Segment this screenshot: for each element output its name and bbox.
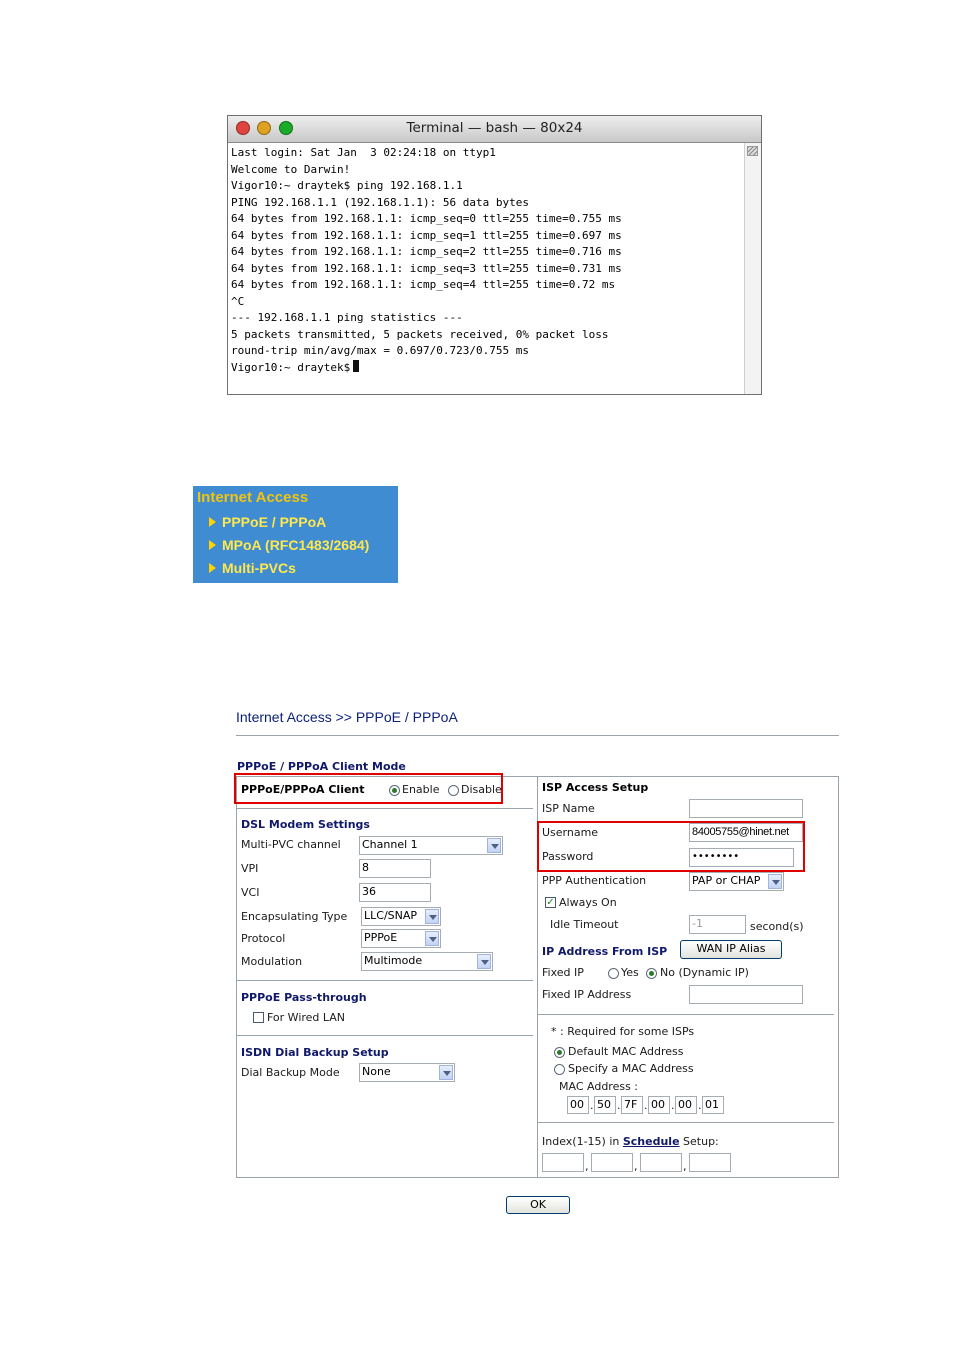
terminal-line: Welcome to Darwin! (231, 162, 351, 176)
terminal-output[interactable] (228, 143, 744, 394)
specify-mac-label: Specify a MAC Address (568, 1062, 694, 1075)
chevron-down-icon (477, 954, 491, 969)
fixed-ip-no-label: No (Dynamic IP) (660, 966, 749, 979)
mac-octet-input[interactable]: 00 (567, 1096, 589, 1114)
encap-select[interactable] (361, 907, 441, 926)
mac-address-label: MAC Address : (559, 1080, 639, 1093)
vpi-input[interactable]: 8 (359, 859, 431, 878)
wired-lan-label: For Wired LAN (267, 1011, 346, 1024)
wan-ip-alias-button[interactable]: WAN IP Alias (680, 940, 782, 959)
fixed-ip-address-label: Fixed IP Address (542, 988, 632, 1001)
password-input[interactable]: •••••••• (689, 848, 794, 867)
client-label: PPPoE/PPPoA Client (241, 783, 365, 796)
terminal-line: ^C (231, 294, 245, 308)
terminal-titlebar (228, 116, 761, 143)
schedule-index-input[interactable] (591, 1153, 633, 1172)
ip-from-isp-title: IP Address From ISP (542, 945, 668, 958)
schedule-index-input[interactable] (640, 1153, 682, 1172)
schedule-index-input[interactable] (542, 1153, 584, 1172)
mac-octet-input[interactable]: 00 (675, 1096, 697, 1114)
encap-label: Encapsulating Type (241, 910, 348, 923)
divider (538, 1122, 834, 1123)
idle-timeout-label: Idle Timeout (550, 918, 619, 931)
always-on-checkbox[interactable]: ✓ (546, 897, 555, 908)
divider (237, 980, 533, 981)
arrow-right-icon (209, 563, 216, 573)
divider (236, 735, 839, 736)
menu-item-label: PPPoE / PPPoA (222, 514, 327, 530)
menu-item-multi-pvcs[interactable] (209, 560, 296, 576)
isp-name-label: ISP Name (542, 802, 595, 815)
arrow-right-icon (209, 540, 216, 550)
modulation-select[interactable] (361, 952, 493, 971)
mac-note: * : Required for some ISPs (551, 1025, 695, 1038)
terminal-line: Last login: Sat Jan 3 02:24:18 on ttyp1 (231, 146, 496, 159)
terminal-line: round-trip min/avg/max = 0.697/0.723/0.755 ms (231, 344, 530, 357)
terminal-line: 64 bytes from 192.168.1.1: icmp_seq=0 ttl=255 time=0.755 ms (231, 212, 622, 225)
dial-backup-select[interactable] (359, 1063, 455, 1082)
schedule-prefix: Index(1-15) in (542, 1135, 620, 1148)
chevron-down-icon (487, 838, 501, 853)
fixed-ip-yes-label: Yes (621, 966, 639, 979)
mac-octet-input[interactable]: 00 (648, 1096, 670, 1114)
vci-input[interactable]: 36 (359, 883, 431, 902)
dial-backup-value: None (362, 1065, 391, 1078)
schedule-suffix: Setup: (683, 1135, 719, 1148)
mac-separator: . (617, 1099, 621, 1112)
divider (237, 1035, 533, 1036)
schedule-separator: , (683, 1160, 687, 1173)
mac-separator: . (671, 1099, 675, 1112)
terminal-line: 5 packets transmitted, 5 packets received, 0% packet loss (231, 327, 609, 341)
default-mac-label: Default MAC Address (568, 1045, 684, 1058)
schedule-label (542, 1135, 719, 1148)
divider (538, 1014, 834, 1015)
protocol-label: Protocol (241, 932, 286, 945)
fixed-ip-no-radio[interactable] (646, 968, 657, 979)
modulation-value: Multimode (364, 954, 423, 967)
specify-mac-radio[interactable] (554, 1064, 565, 1075)
chevron-down-icon (425, 931, 439, 946)
auth-value: PAP or CHAP (692, 874, 761, 887)
isp-access-title: ISP Access Setup (542, 781, 649, 794)
protocol-select[interactable] (361, 929, 441, 948)
terminal-window (227, 115, 762, 395)
section-title: PPPoE / PPPoA Client Mode (237, 760, 406, 773)
chevron-down-icon (439, 1065, 453, 1080)
mac-separator: . (698, 1099, 702, 1112)
terminal-scrollbar[interactable] (744, 143, 761, 394)
terminal-line: 64 bytes from 192.168.1.1: icmp_seq=3 ttl=255 time=0.731 ms (231, 261, 622, 275)
username-label: Username (542, 826, 599, 839)
arrow-right-icon (209, 517, 216, 527)
schedule-separator: , (634, 1160, 638, 1173)
default-mac-radio[interactable] (554, 1047, 565, 1058)
dsl-settings-title: DSL Modem Settings (241, 818, 370, 831)
menu-title: Internet Access (197, 489, 309, 506)
isdn-title: ISDN Dial Backup Setup (241, 1046, 389, 1059)
terminal-line: 64 bytes from 192.168.1.1: icmp_seq=2 ttl=255 time=0.716 ms (231, 245, 622, 258)
protocol-value: PPPoE (364, 931, 398, 944)
fixed-ip-yes-radio[interactable] (608, 968, 619, 979)
isp-name-input[interactable] (689, 799, 803, 818)
mac-separator: . (644, 1099, 648, 1112)
multi-pvc-label: Multi-PVC channel (241, 838, 341, 851)
mac-octet-input[interactable]: 50 (594, 1096, 616, 1114)
terminal-title: Terminal — bash — 80x24 (406, 120, 583, 136)
ok-button[interactable]: OK (506, 1196, 570, 1214)
multi-pvc-value: Channel 1 (362, 838, 418, 851)
terminal-line: 64 bytes from 192.168.1.1: icmp_seq=4 ttl=255 time=0.72 ms (231, 278, 616, 291)
vpi-label: VPI (241, 862, 259, 875)
password-label: Password (542, 850, 594, 863)
divider (237, 808, 533, 809)
schedule-index-input[interactable] (689, 1153, 731, 1172)
resize-grip-icon[interactable] (747, 146, 758, 156)
schedule-separator: , (585, 1160, 589, 1173)
modulation-label: Modulation (241, 955, 303, 968)
enable-radio[interactable] (389, 785, 400, 796)
always-on-label: Always On (559, 896, 617, 909)
menu-item-mpoa[interactable] (209, 537, 369, 553)
menu-item-label: MPoA (RFC1483/2684) (222, 537, 370, 553)
terminal-line: PING 192.168.1.1 (192.168.1.1): 56 data bytes (231, 195, 530, 209)
internet-access-menu (193, 486, 398, 583)
menu-item-label: Multi-PVCs (222, 560, 296, 576)
menu-item-pppoe-pppoa[interactable] (209, 514, 326, 530)
vci-label: VCI (241, 886, 260, 899)
wired-lan-checkbox[interactable] (253, 1012, 264, 1023)
disable-radio[interactable] (448, 785, 459, 796)
schedule-link[interactable]: Schedule (622, 1135, 680, 1148)
idle-timeout-input[interactable]: -1 (689, 915, 746, 934)
idle-timeout-unit: second(s) (750, 920, 804, 933)
breadcrumb: Internet Access >> PPPoE / PPPoA (236, 709, 458, 725)
multi-pvc-select[interactable] (359, 836, 503, 855)
terminal-line: 64 bytes from 192.168.1.1: icmp_seq=1 ttl=255 time=0.697 ms (231, 228, 622, 242)
fixed-ip-address-input[interactable] (689, 985, 803, 1004)
auth-select[interactable] (689, 872, 784, 891)
terminal-line: --- 192.168.1.1 ping statistics --- (231, 311, 463, 324)
auth-label: PPP Authentication (542, 874, 647, 887)
mac-octet-input[interactable]: 01 (702, 1096, 724, 1114)
chevron-down-icon (425, 909, 439, 924)
terminal-prompt-line (231, 360, 741, 377)
dial-backup-label: Dial Backup Mode (241, 1066, 340, 1079)
terminal-prompt: Vigor10:~ draytek$ (231, 360, 351, 374)
chevron-down-icon (768, 874, 782, 889)
mac-separator: . (590, 1099, 594, 1112)
terminal-line: Vigor10:~ draytek$ ping 192.168.1.1 (231, 179, 463, 192)
username-input[interactable]: 84005755@hinet.net (689, 823, 803, 842)
mac-octet-input[interactable]: 7F (621, 1096, 643, 1114)
text-cursor (353, 360, 359, 372)
passthrough-title: PPPoE Pass-through (241, 991, 367, 1004)
fixed-ip-label: Fixed IP (542, 966, 584, 979)
encap-value: LLC/SNAP (364, 909, 418, 922)
enable-label: Enable (402, 783, 440, 796)
disable-label: Disable (461, 783, 502, 796)
